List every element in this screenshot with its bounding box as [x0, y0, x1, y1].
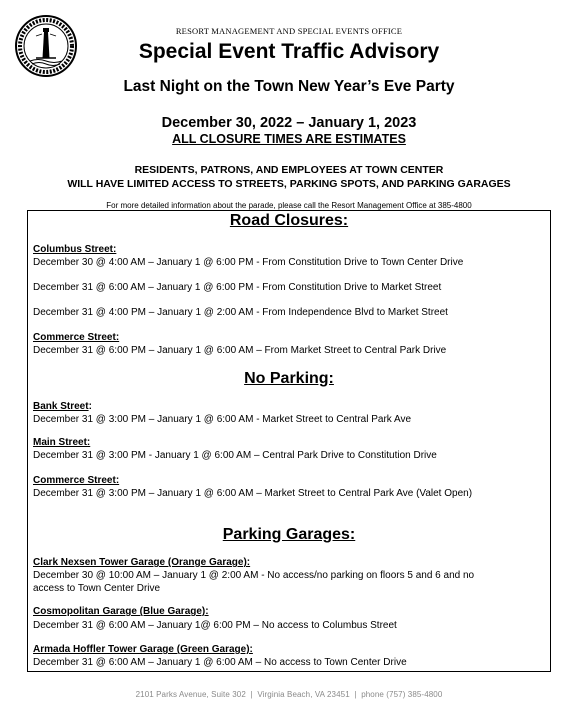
commerce-street-label: Commerce Street:	[33, 332, 120, 343]
armada-hoffler-garage-restriction: December 31 @ 6:00 AM – January 1 @ 6:00 AM – No access to Town Center Drive	[33, 657, 407, 668]
commerce-closure-1: December 31 @ 6:00 PM – January 1 @ 6:00 AM – From Market Street to Central Park Drive	[33, 345, 447, 356]
bank-street-restriction: December 31 @ 3:00 PM – January 1 @ 6:00 AM - Market Street to Central Park Ave	[33, 414, 412, 425]
office-name: RESORT MANAGEMENT AND SPECIAL EVENTS OFFICE	[175, 26, 403, 36]
estimates-notice: ALL CLOSURE TIMES ARE ESTIMATES	[172, 132, 406, 146]
commerce-parking-restriction: December 31 @ 3:00 PM – January 1 @ 6:00 AM – Market Street to Central Park Ave (Valet Open)	[33, 488, 473, 499]
columbus-closure-2: December 31 @ 6:00 AM – January 1 @ 6:00 PM - From Constitution Drive to Market Street	[33, 282, 442, 293]
columbus-closure-1: December 30 @ 4:00 AM – January 1 @ 6:00 PM - From Constitution Drive to Town Center Drive	[33, 257, 464, 268]
columbus-street-label: Columbus Street:	[33, 244, 117, 255]
bank-street-colon: :	[88, 401, 92, 412]
no-parking-heading: No Parking:	[244, 370, 334, 387]
main-street-restriction: December 31 @ 3:00 PM - January 1 @ 6:00 AM – Central Park Drive to Constitution Drive	[33, 450, 437, 461]
cosmopolitan-garage-label: Cosmopolitan Garage (Blue Garage):	[33, 606, 209, 617]
info-line: For more detailed information about the parade, please call the Resort Management Office at 385-4800	[106, 201, 472, 210]
residents-line-2: WILL HAVE LIMITED ACCESS TO STREETS, PARKING SPOTS, AND PARKING GARAGES	[67, 178, 511, 190]
clark-nexsen-garage-label: Clark Nexsen Tower Garage (Orange Garage):	[33, 557, 251, 568]
main-street-label: Main Street:	[33, 437, 91, 448]
parking-garages-heading: Parking Garages:	[222, 526, 356, 543]
columbus-closure-3: December 31 @ 4:00 PM – January 1 @ 2:00 AM - From Independence Blvd to Market Street	[33, 307, 448, 318]
clark-nexsen-garage-line-2: access to Town Center Drive	[33, 583, 161, 594]
cosmopolitan-garage-restriction: December 31 @ 6:00 AM – January 1@ 6:00 PM – No access to Columbus Street	[33, 620, 397, 631]
event-dates: December 30, 2022 – January 1, 2023	[161, 115, 417, 131]
residents-notice	[0, 163, 578, 191]
bank-street-name: Bank Street	[33, 401, 89, 412]
bank-street-label	[33, 401, 92, 412]
armada-hoffler-garage-label: Armada Hoffler Tower Garage (Green Garage):	[33, 644, 253, 655]
commerce-parking-label: Commerce Street:	[33, 475, 120, 486]
footer-address: 2101 Parks Avenue, Suite 302 | Virginia Beach, VA 23451 | phone (757) 385-4800	[135, 690, 443, 699]
closures-box	[27, 210, 551, 672]
event-subtitle: Last Night on the Town New Year’s Eve Party	[123, 78, 455, 95]
road-closures-heading: Road Closures:	[229, 212, 349, 229]
residents-line-1: RESIDENTS, PATRONS, AND EMPLOYEES AT TOWN CENTER	[134, 164, 444, 176]
page-title: Special Event Traffic Advisory	[138, 40, 440, 63]
clark-nexsen-garage-line-1: December 30 @ 10:00 AM – January 1 @ 2:00 AM - No access/no parking on floors 5 and 6 and no	[33, 570, 475, 581]
